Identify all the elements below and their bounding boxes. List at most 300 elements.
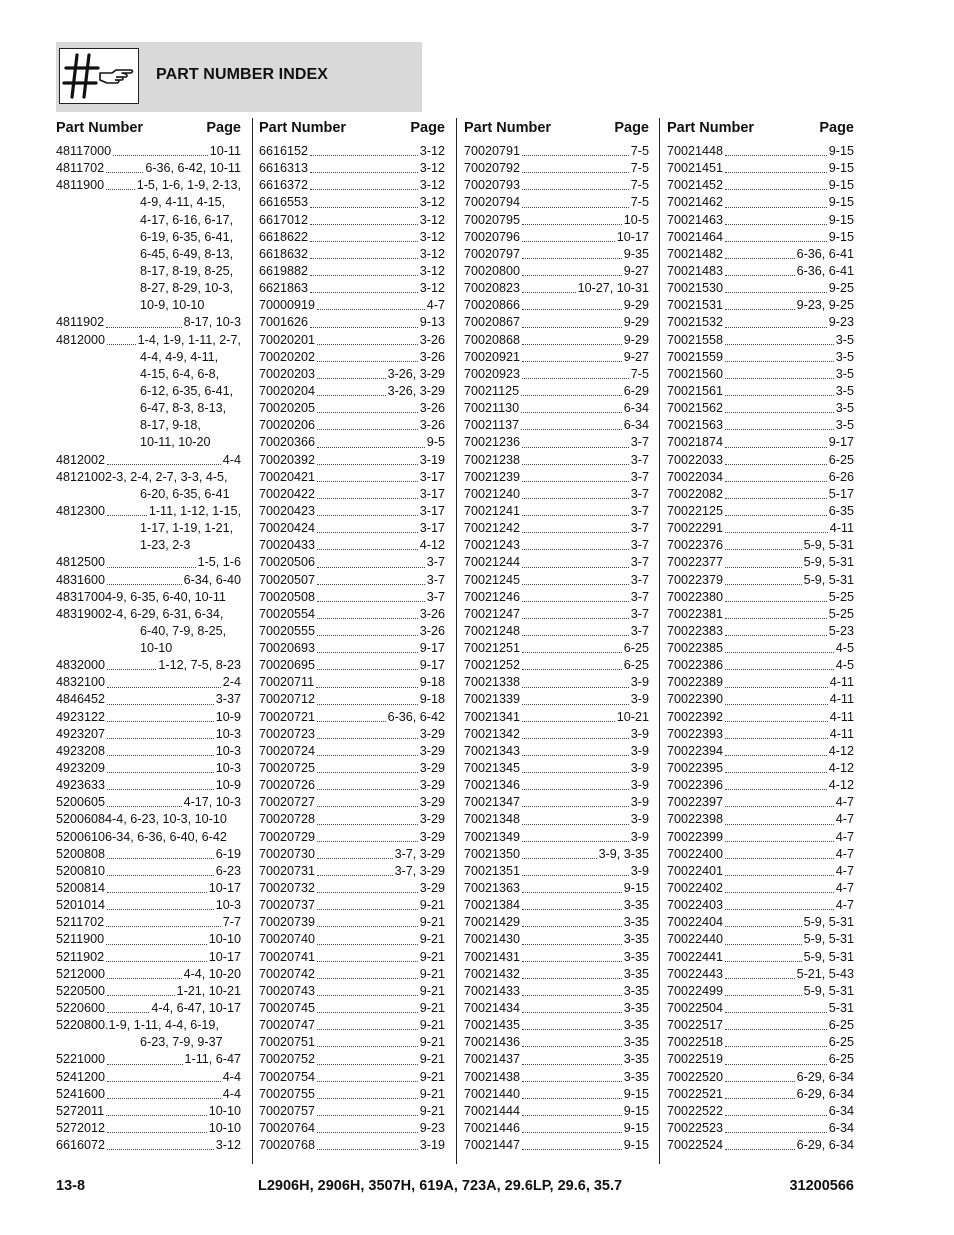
- index-entry: [259, 949, 445, 966]
- part-number: 70021433: [464, 983, 521, 998]
- index-entry: [667, 1000, 854, 1017]
- page-references: 3-17: [419, 521, 445, 536]
- page-references: 4-7: [426, 298, 445, 313]
- index-entry: [259, 383, 445, 400]
- page-references: 9-15: [828, 161, 854, 176]
- dot-leader: [725, 978, 795, 979]
- page-references: 9-15: [623, 1103, 649, 1118]
- part-number: 70020823: [464, 281, 521, 296]
- page-references: 4-12: [828, 743, 854, 758]
- part-number: 70022504: [667, 1001, 724, 1016]
- index-entry: [667, 931, 854, 948]
- page-references-continued: 8-17, 9-18,: [140, 418, 201, 433]
- dot-leader: [317, 841, 418, 842]
- dot-leader: [725, 532, 828, 533]
- page-references: 4-4: [222, 1069, 241, 1084]
- index-entry: [464, 537, 649, 554]
- index-entry: [259, 229, 445, 246]
- dot-leader: [106, 172, 143, 173]
- page-references: 4-7: [835, 795, 854, 810]
- index-entry: [667, 160, 854, 177]
- index-entry: [464, 229, 649, 246]
- page-references: 9-17: [419, 658, 445, 673]
- index-entry: [464, 897, 649, 914]
- dot-leader: [725, 635, 827, 636]
- page-references: 3-5: [835, 401, 854, 416]
- index-entry: [259, 1034, 445, 1051]
- dot-leader: [522, 875, 629, 876]
- page-references: 9-18: [419, 675, 445, 690]
- part-number: 70021561: [667, 383, 724, 398]
- index-entry: [464, 400, 649, 417]
- dot-leader: [107, 875, 214, 876]
- page-references: 6-34: [828, 1121, 854, 1135]
- part-number: 70021240: [464, 486, 521, 501]
- dot-leader: [317, 652, 418, 653]
- dot-leader: [310, 172, 418, 173]
- part-number: 70022291: [667, 521, 724, 536]
- index-entry: [56, 1137, 241, 1154]
- dot-leader: [522, 704, 629, 705]
- part-number: 70022125: [667, 503, 724, 518]
- dot-leader: [107, 858, 214, 859]
- part-number: 70021252: [464, 658, 521, 673]
- page-references: 4-17, 10-3: [183, 795, 241, 810]
- dot-leader: [521, 395, 622, 396]
- dot-leader: [317, 704, 418, 705]
- index-entry: [56, 1069, 241, 1086]
- part-number: 70022082: [667, 486, 724, 501]
- index-entry: [667, 1103, 854, 1120]
- page-references: 3-17: [419, 486, 445, 501]
- part-number: 70022390: [667, 692, 724, 707]
- index-entry: [464, 1103, 649, 1120]
- dot-leader: [522, 584, 629, 585]
- part-number: 70020555: [259, 623, 316, 638]
- index-entry: [667, 777, 854, 794]
- dot-leader: [522, 789, 629, 790]
- index-entry: [56, 657, 241, 674]
- page-references: 6-36, 6-42, 10-11: [145, 161, 241, 176]
- index-entry: [464, 949, 649, 966]
- page-references: 3-12: [419, 246, 445, 261]
- part-number-header: Part Number: [56, 120, 144, 136]
- index-entry: [464, 709, 649, 726]
- index-entry: [667, 1086, 854, 1103]
- index-entry: [667, 452, 854, 469]
- dot-leader: [725, 412, 834, 413]
- page-references: 3-35: [623, 932, 649, 947]
- page-references: 6-36, 6-41: [796, 246, 854, 261]
- dot-leader: [725, 1149, 795, 1150]
- index-entry: [667, 692, 854, 709]
- dot-leader: [106, 189, 135, 190]
- index-entry: [56, 452, 241, 469]
- index-entry: [464, 246, 649, 263]
- page-references-continued: 4-4, 4-9, 4-11,: [140, 349, 219, 364]
- dot-leader: [317, 1029, 418, 1030]
- part-number: 70021434: [464, 1001, 521, 1016]
- part-number: 5200605: [56, 795, 106, 810]
- index-entry: [259, 726, 445, 743]
- page-references: 3-7: [630, 452, 649, 467]
- part-number: 70020205: [259, 401, 316, 416]
- dot-leader: [317, 498, 418, 499]
- page-references: 10-9: [215, 778, 241, 793]
- index-entry: [259, 589, 445, 606]
- page-references-continued: 6-45, 6-49, 8-13,: [140, 246, 234, 261]
- dot-leader: [725, 275, 795, 276]
- part-number: 70020764: [259, 1121, 316, 1135]
- page-references: 3-29: [419, 829, 445, 844]
- part-number: 70020741: [259, 949, 316, 964]
- dot-leader: [317, 875, 393, 876]
- index-entry: [56, 897, 241, 914]
- page-references: 4-11: [829, 692, 854, 707]
- dot-leader: [725, 944, 802, 945]
- page-references-continued: 8-27, 8-29, 10-3,: [140, 281, 234, 296]
- dot-leader: [317, 1012, 418, 1013]
- page-references: 3-7: [630, 606, 649, 621]
- page-references: 3-5: [835, 332, 854, 347]
- part-number: 4811902: [56, 315, 105, 330]
- part-number: 70022519: [667, 1052, 724, 1067]
- index-entry: [464, 469, 649, 486]
- dot-leader: [725, 961, 802, 962]
- page-references: 9-21: [419, 898, 445, 913]
- index-entry: [259, 794, 445, 811]
- dot-leader: [522, 275, 622, 276]
- dot-leader: [522, 327, 622, 328]
- index-entry: [464, 1137, 649, 1154]
- part-number: 70020743: [259, 983, 316, 998]
- page-references: 9-23: [828, 315, 854, 330]
- page-references: 3-12: [419, 281, 445, 296]
- index-entry: [464, 692, 649, 709]
- index-entry: [667, 880, 854, 897]
- part-number: 70021558: [667, 332, 724, 347]
- dot-leader: [107, 806, 182, 807]
- index-entry: [667, 1069, 854, 1086]
- page-references: 9-21: [419, 1018, 445, 1033]
- dot-leader: [522, 738, 629, 739]
- index-entry: [259, 1051, 445, 1068]
- part-number: 4923207: [56, 726, 106, 741]
- part-number: 70022376: [667, 538, 724, 553]
- page-references: 6-25: [623, 658, 649, 673]
- page-references: 5-25: [828, 606, 854, 621]
- index-entry: [464, 297, 649, 314]
- part-number: 70021342: [464, 726, 521, 741]
- part-number: 70022377: [667, 555, 724, 570]
- page-references: 3-7: [630, 435, 649, 450]
- dot-leader: [522, 635, 629, 636]
- part-number: 70022400: [667, 846, 724, 861]
- part-number: 70020754: [259, 1069, 316, 1084]
- page-references: 3-12: [419, 212, 445, 227]
- page-references: 5-9, 5-31: [803, 555, 854, 570]
- page-references: 5-23: [828, 623, 854, 638]
- part-number: 70020794: [464, 195, 521, 210]
- page-references: 5-9, 5-31: [803, 949, 854, 964]
- part-number: 70021432: [464, 966, 521, 981]
- index-entry: [464, 1034, 649, 1051]
- part-number: 70021444: [464, 1103, 521, 1118]
- page-references: 3-7, 3-29: [394, 863, 445, 878]
- index-entry: [464, 349, 649, 366]
- index-entry: [56, 709, 241, 726]
- part-number: 70021874: [667, 435, 724, 450]
- index-entry: [56, 160, 241, 177]
- part-number: 70022524: [667, 1138, 724, 1153]
- page-references: 10-17: [208, 949, 241, 964]
- page-references: 4-12: [828, 761, 854, 776]
- dot-leader: [725, 498, 827, 499]
- dot-leader: [522, 721, 615, 722]
- page-references: 9-15: [828, 212, 854, 227]
- part-number-header: Part Number: [667, 120, 755, 136]
- index-entry: [259, 692, 445, 709]
- dot-leader: [317, 1081, 418, 1082]
- page-references: 7-5: [630, 366, 649, 381]
- entry-list: [464, 143, 649, 1154]
- dot-leader: [725, 155, 827, 156]
- part-number: 70021437: [464, 1052, 521, 1067]
- part-number: 70022394: [667, 743, 724, 758]
- index-entry: [56, 983, 241, 1000]
- index-entry: [464, 1000, 649, 1017]
- page-references: 10-9: [215, 709, 241, 724]
- dot-leader: [106, 327, 181, 328]
- page-references: 3-12: [419, 161, 445, 176]
- page-references: 9-21: [419, 932, 445, 947]
- page-references: 2-4: [222, 675, 241, 690]
- page-references: 1-21, 10-21: [176, 983, 241, 998]
- index-entry: [259, 554, 445, 571]
- index-entry: [259, 674, 445, 691]
- part-number: 70021446: [464, 1121, 521, 1135]
- index-entry: [259, 1120, 445, 1137]
- dot-leader: [522, 652, 622, 653]
- index-entry: [56, 143, 241, 160]
- page-references: 9-27: [623, 263, 649, 278]
- page-references: 9-27: [623, 349, 649, 364]
- page-references: 3-12: [419, 143, 445, 158]
- dot-leader: [317, 549, 418, 550]
- index-entry: [667, 572, 854, 589]
- index-entry: [56, 554, 241, 571]
- page-references: 1-5, 1-6: [197, 555, 241, 570]
- page-references: 3-7: [630, 469, 649, 484]
- index-entry: [667, 709, 854, 726]
- page-references: -34, 6-36, 6-40, 6-42: [112, 829, 227, 844]
- dot-leader: [317, 361, 418, 362]
- part-number: 70020204: [259, 383, 316, 398]
- part-number: 70021349: [464, 829, 521, 844]
- part-number: 70021236: [464, 435, 521, 450]
- part-number: 4811900: [56, 178, 105, 193]
- index-entry: [56, 469, 241, 486]
- part-number: 70021346: [464, 778, 521, 793]
- dot-leader: [522, 481, 629, 482]
- index-entry: [667, 537, 854, 554]
- index-entry: [259, 332, 445, 349]
- page-references: 9-21: [419, 1103, 445, 1118]
- part-number: 4846452: [56, 692, 106, 707]
- page-references: 3-9, 3-35: [598, 846, 649, 861]
- index-entry: [259, 1103, 445, 1120]
- dot-leader: [522, 1012, 622, 1013]
- index-entry: [464, 143, 649, 160]
- part-number: 70022398: [667, 812, 724, 827]
- dot-leader: [522, 567, 629, 568]
- dot-leader: [725, 429, 834, 430]
- part-number: 70020724: [259, 743, 316, 758]
- part-number: 70021241: [464, 503, 521, 518]
- dot-leader: [317, 961, 418, 962]
- index-entry: [667, 914, 854, 931]
- part-number: 70020755: [259, 1086, 316, 1101]
- dot-leader: [725, 481, 827, 482]
- part-number: 6616553: [259, 195, 309, 210]
- page-references: 6-36, 6-41: [796, 263, 854, 278]
- index-entry: [56, 674, 241, 691]
- dot-leader: [317, 909, 418, 910]
- index-entry: [464, 1120, 649, 1137]
- index-entry: [667, 1051, 854, 1068]
- part-number: 4923209: [56, 761, 106, 776]
- page-references: 3-5: [835, 349, 854, 364]
- index-entry: [259, 880, 445, 897]
- part-number: 70022383: [667, 623, 724, 638]
- dot-leader: [522, 378, 629, 379]
- dot-leader: [317, 944, 418, 945]
- page-references: 6-29, 6-34: [796, 1086, 854, 1101]
- part-number: 70020422: [259, 486, 316, 501]
- part-number: 70022386: [667, 658, 724, 673]
- index-entry: [259, 366, 445, 383]
- dot-leader: [106, 944, 207, 945]
- part-number: 70022402: [667, 881, 724, 896]
- dot-leader: [725, 738, 828, 739]
- dot-leader: [725, 327, 827, 328]
- index-entry: [56, 811, 241, 828]
- page-references: 7-7: [222, 915, 241, 930]
- page-header: Page: [206, 120, 241, 136]
- index-entry: [667, 332, 854, 349]
- page-references-continued: 6-20, 6-35, 6-41: [140, 486, 230, 501]
- index-entry: [464, 366, 649, 383]
- dot-leader: [522, 1115, 622, 1116]
- part-number: 5201014: [56, 898, 106, 913]
- part-number: 70020366: [259, 435, 316, 450]
- dot-leader: [317, 1115, 418, 1116]
- index-entry: [259, 606, 445, 623]
- part-number: 70022033: [667, 452, 724, 467]
- part-number: 4923122: [56, 709, 106, 724]
- page-references-continued: 6-40, 7-9, 8-25,: [140, 623, 227, 638]
- page-references: 7-5: [630, 161, 649, 176]
- part-number: 70020712: [259, 692, 316, 707]
- dot-leader: [317, 447, 425, 448]
- index-entry: [259, 829, 445, 846]
- part-number: 70022393: [667, 726, 724, 741]
- part-number: 70022397: [667, 795, 724, 810]
- page-references: 9-15: [828, 143, 854, 158]
- dot-leader: [317, 584, 425, 585]
- part-number: 70020731: [259, 863, 316, 878]
- part-number: 70020730: [259, 846, 316, 861]
- index-entry: [464, 486, 649, 503]
- part-number: 70020797: [464, 246, 521, 261]
- part-number: 6621863: [259, 281, 309, 296]
- page-references: -4, 6-29, 6-31, 6-34,: [112, 606, 224, 621]
- part-number: 70020768: [259, 1138, 316, 1153]
- page-references: 3-29: [419, 743, 445, 758]
- index-entry: [464, 452, 649, 469]
- page-references: 3-7: [426, 555, 445, 570]
- page-references: 9-29: [623, 298, 649, 313]
- dot-leader: [107, 687, 221, 688]
- part-number: 70020508: [259, 589, 316, 604]
- index-column-2: [259, 118, 445, 1154]
- page-references: 10-3: [215, 761, 241, 776]
- index-entry: [667, 314, 854, 331]
- index-entry: [259, 452, 445, 469]
- part-number: 70000919: [259, 298, 316, 313]
- index-entry: [259, 1137, 445, 1154]
- part-number: 70021563: [667, 418, 724, 433]
- index-entry: [667, 743, 854, 760]
- index-column-3: [464, 118, 649, 1154]
- page-references: 5-25: [828, 589, 854, 604]
- page-references: 1-12, 7-5, 8-23: [158, 658, 241, 673]
- index-entry: [259, 537, 445, 554]
- dot-leader: [522, 309, 622, 310]
- page-references: 9-17: [419, 641, 445, 656]
- part-number: 70022517: [667, 1018, 724, 1033]
- part-number: 70020695: [259, 658, 316, 673]
- index-entry: [56, 863, 241, 880]
- dot-leader: [113, 155, 208, 156]
- index-entry: [464, 931, 649, 948]
- part-number: 70020739: [259, 915, 316, 930]
- part-number: 5221000: [56, 1052, 106, 1067]
- dot-leader: [107, 995, 175, 996]
- part-number: 4832100: [56, 675, 106, 690]
- index-entry: [259, 914, 445, 931]
- footer-page-number: 13-8: [56, 1178, 86, 1194]
- dot-leader: [317, 892, 418, 893]
- part-number: 5241200: [56, 1069, 106, 1084]
- page-references: 3-19: [419, 1138, 445, 1153]
- dot-leader: [107, 567, 196, 568]
- part-number: 70021339: [464, 692, 521, 707]
- part-number: 70021338: [464, 675, 521, 690]
- part-number: 6616072: [56, 1138, 106, 1153]
- part-number: 70021452: [667, 178, 724, 193]
- part-number: 4812002: [56, 452, 106, 467]
- page-references: 4-7: [835, 829, 854, 844]
- page-references: 3-9: [630, 778, 649, 793]
- dot-leader: [317, 789, 418, 790]
- dot-leader: [725, 378, 834, 379]
- index-entry: [464, 417, 649, 434]
- page-references: 9-21: [419, 1086, 445, 1101]
- part-number: 70020728: [259, 812, 316, 827]
- index-entry: [464, 554, 649, 571]
- index-entry: [464, 280, 649, 297]
